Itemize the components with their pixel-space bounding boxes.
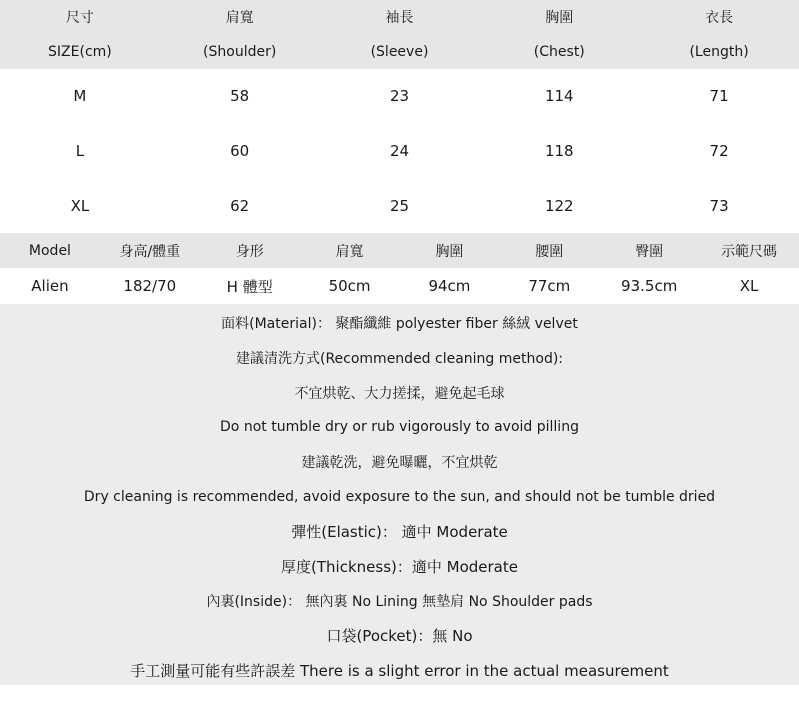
size-chart-header (0, 0, 799, 69)
care-zh-line: 不宜烘乾、大力搓揉，避免起毛球 (294, 385, 505, 402)
header-height-weight: 身高/體重 (119, 243, 181, 260)
header-chest: 胸圍 (435, 243, 464, 260)
header-sleeve (320, 0, 480, 69)
header-zh: 尺寸 (65, 10, 94, 27)
length-cell: 72 (709, 142, 729, 161)
header-en: (Chest) (533, 43, 585, 60)
waist-cell: 77cm (528, 277, 571, 296)
header-zh: 袖長 (385, 10, 414, 27)
cleaning-method-line: 建議清洗方式(Recommended cleaning method): (235, 351, 564, 368)
header-en: SIZE(cm) (48, 43, 112, 60)
material-line: 面料(Material)： 聚酯纖維 polyester fiber 絲絨 velvet (221, 316, 578, 333)
dry-clean-en-line: Dry cleaning is recommended, avoid exposure to the sun, and should not be tumble dried (83, 488, 716, 505)
table-row (0, 178, 799, 233)
sleeve-cell: 25 (389, 196, 410, 215)
header-shoulder (160, 0, 320, 69)
header-en: (Shoulder) (203, 43, 277, 60)
header-hip: 臀圍 (635, 243, 664, 260)
care-en-line: Do not tumble dry or rub vigorously to avoid pilling (220, 419, 579, 436)
hip-cell: 93.5cm (621, 277, 678, 296)
sleeve-cell: 23 (389, 87, 410, 106)
body-type-cell: H 體型 (226, 277, 273, 296)
shoulder-cell: 50cm (328, 277, 371, 296)
header-zh: 肩寬 (225, 10, 254, 27)
header-en: (Length) (689, 43, 749, 60)
dry-clean-zh-line: 建議乾洗，避免曝曬，不宜烘乾 (301, 455, 498, 472)
thickness-line: 厚度(Thickness)：適中 Moderate (281, 557, 518, 576)
product-info (0, 304, 799, 685)
header-shoulder: 肩寬 (335, 243, 364, 260)
header-chest (479, 0, 639, 69)
pocket-line: 口袋(Pocket)：無 No (326, 627, 473, 646)
height-weight-cell: 182/70 (123, 277, 177, 296)
model-name-cell: Alien (31, 277, 69, 296)
chest-cell: 94cm (428, 277, 471, 296)
header-model: Model (28, 242, 71, 259)
model-table-header (0, 233, 799, 268)
size-cell: M (73, 87, 87, 106)
model-size-cell: XL (739, 277, 759, 296)
shoulder-cell: 60 (230, 142, 250, 161)
measurement-note-line: 手工測量可能有些許誤差 There is a slight error in the actual measurement (130, 661, 669, 680)
header-length (639, 0, 799, 69)
model-table (0, 233, 799, 304)
length-cell: 73 (709, 196, 729, 215)
header-zh: 胸圍 (545, 10, 574, 27)
size-cell: XL (70, 196, 90, 215)
header-waist: 腰圍 (535, 243, 564, 260)
table-row (0, 124, 799, 179)
sleeve-cell: 24 (389, 142, 410, 161)
chest-cell: 122 (544, 196, 574, 215)
header-body-type: 身形 (235, 243, 264, 260)
table-row (0, 268, 799, 304)
size-chart (0, 0, 799, 233)
table-row (0, 69, 799, 124)
shoulder-cell: 62 (230, 196, 250, 215)
header-zh: 衣長 (705, 10, 734, 27)
elastic-line: 彈性(Elastic)： 適中 Moderate (291, 523, 508, 542)
header-size (0, 0, 160, 69)
header-model-size: 示範尺碼 (721, 243, 778, 260)
header-en: (Sleeve) (370, 43, 429, 60)
chest-cell: 118 (544, 142, 574, 161)
chest-cell: 114 (544, 87, 574, 106)
size-cell: L (75, 142, 85, 161)
length-cell: 71 (709, 87, 729, 106)
inside-line: 內裏(Inside)： 無內裏 No Lining 無墊肩 No Shoulder pads (206, 593, 593, 610)
shoulder-cell: 58 (230, 87, 250, 106)
